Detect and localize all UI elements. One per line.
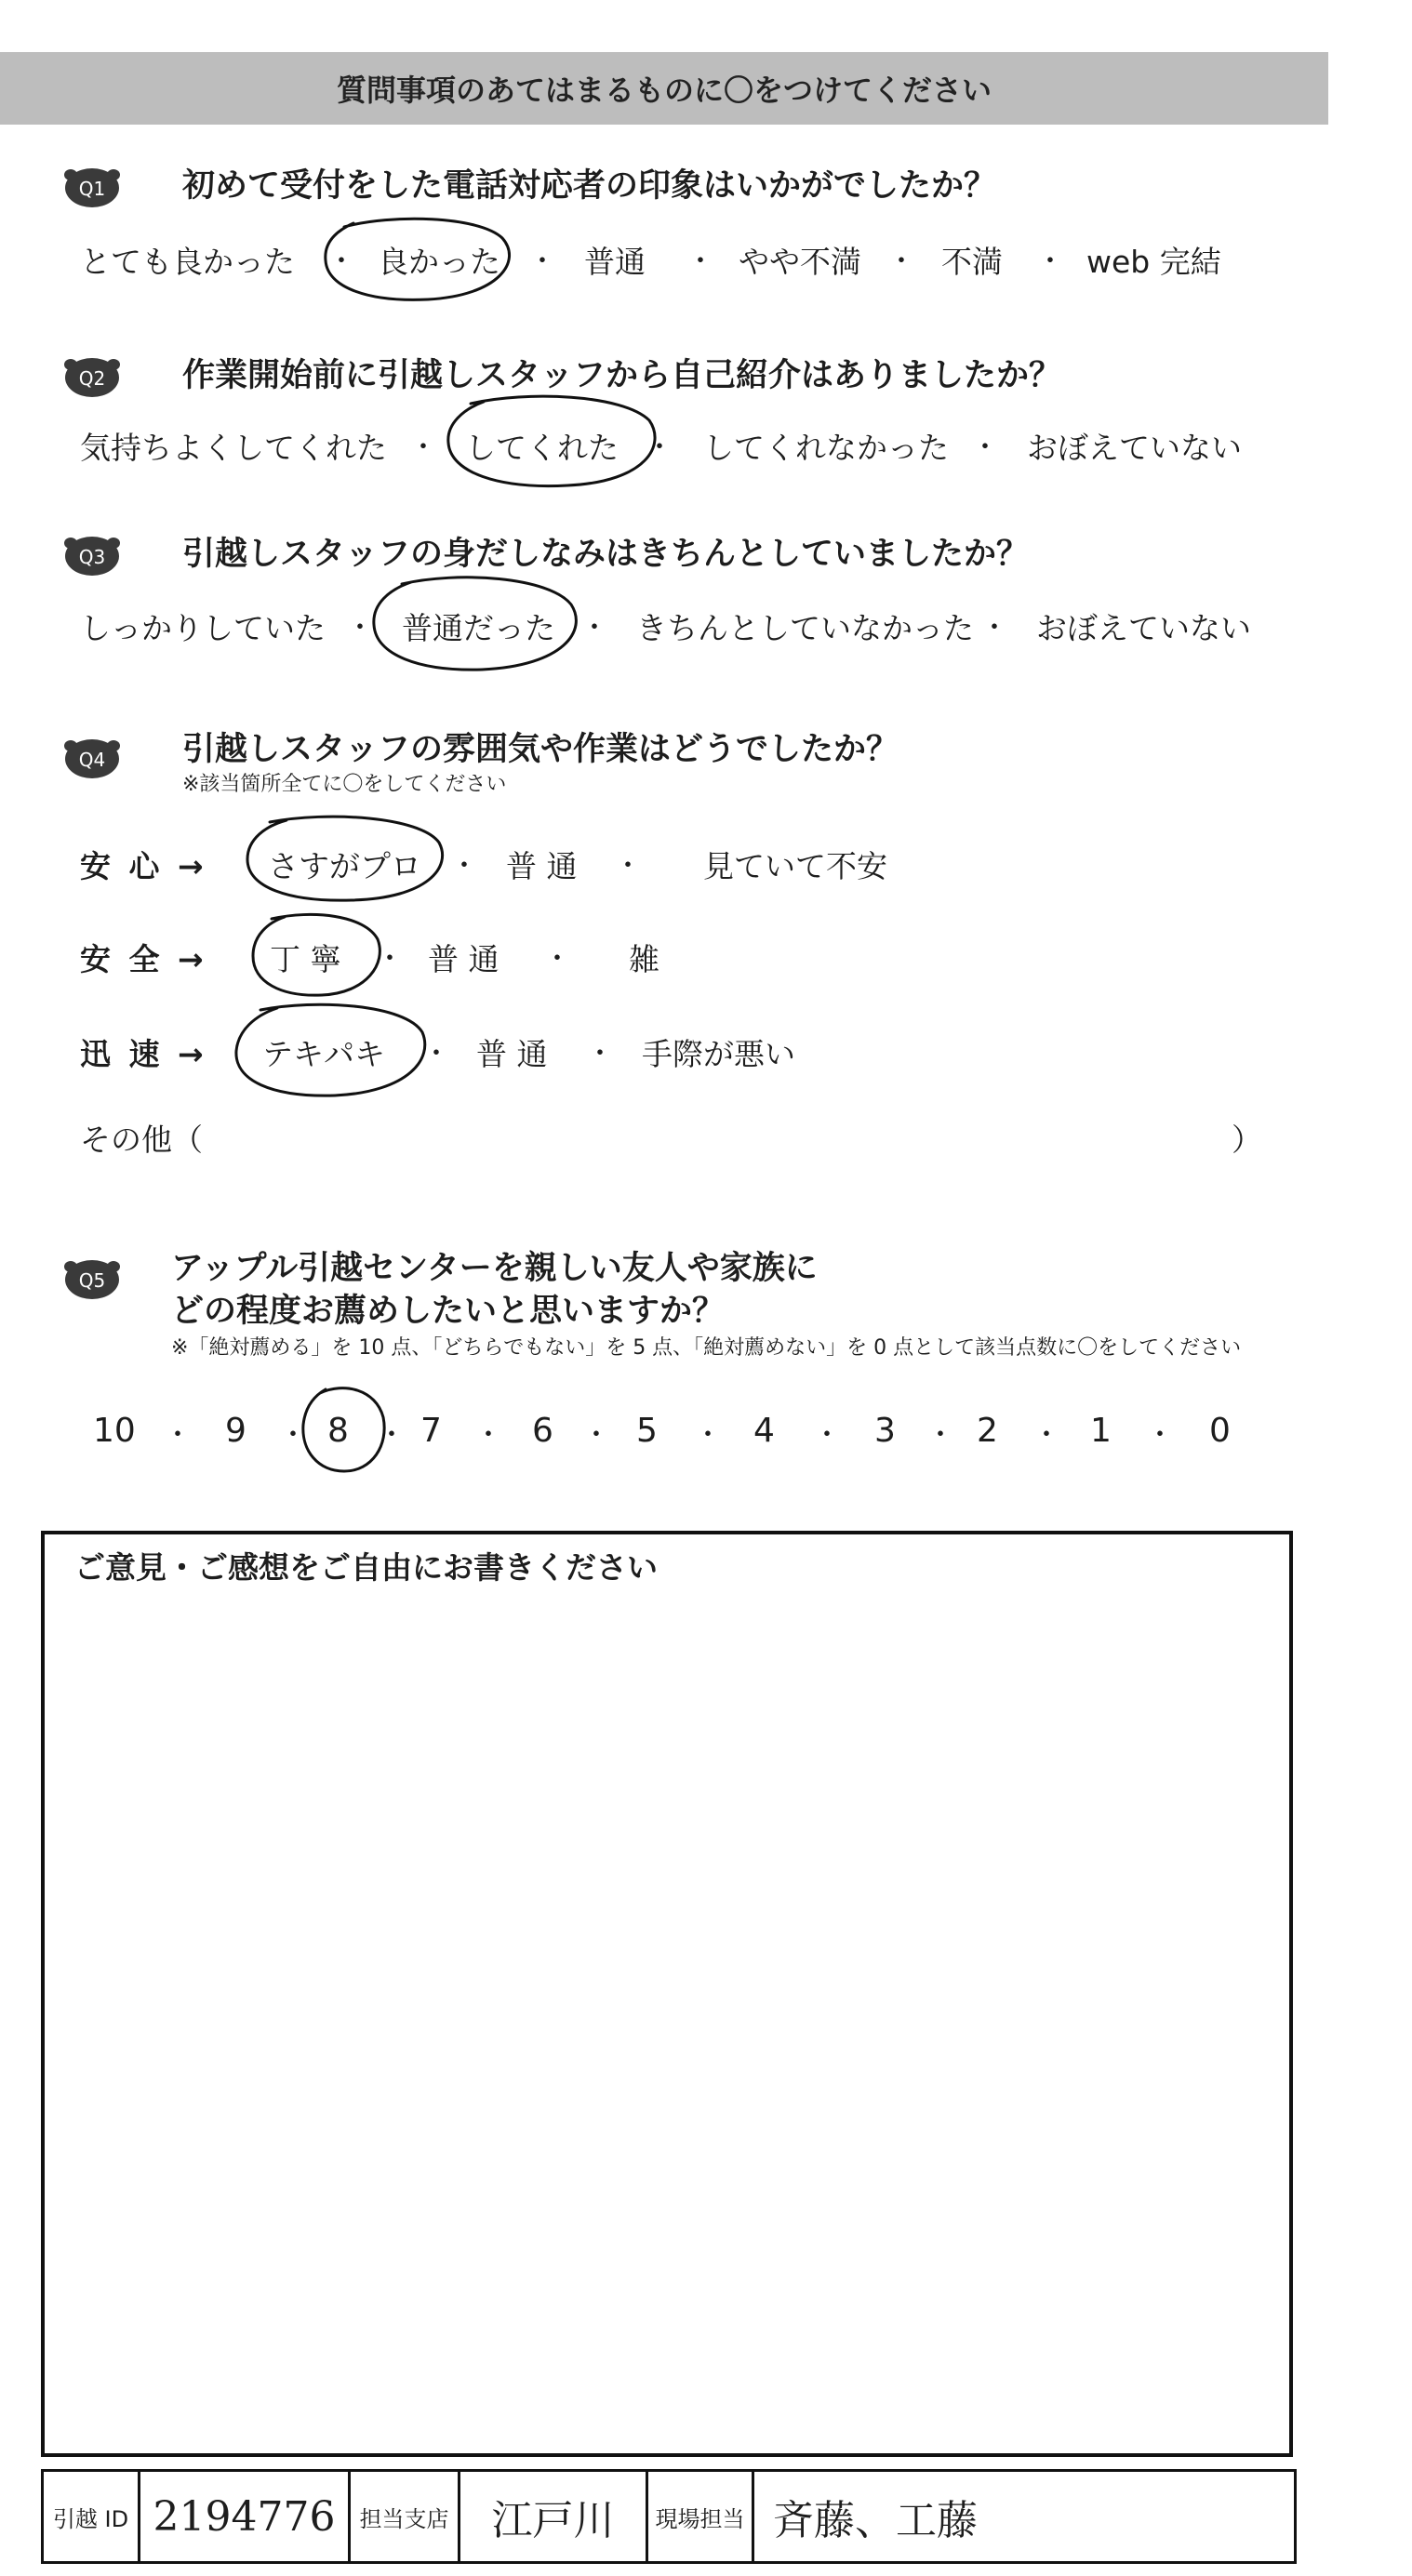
q5-score-9[interactable]: 9 (225, 1412, 246, 1450)
separator-dot: ・ (1036, 246, 1064, 278)
q5-score-2[interactable]: 2 (977, 1412, 998, 1450)
footer-table (41, 2469, 1297, 2564)
q1-option-2[interactable]: 良かった (378, 244, 500, 280)
q3-selection-circle (365, 569, 588, 688)
q4-row1-option-1[interactable]: さすがプロ (268, 848, 421, 884)
q4-row3-selection-circle (227, 997, 437, 1110)
separator-dot: ・ (813, 1419, 841, 1452)
q3-option-2[interactable]: 普通だった (402, 610, 555, 646)
separator-dot: ・ (346, 612, 374, 644)
separator-dot: ・ (376, 943, 404, 976)
footer-staff-label: 現場担当 (648, 2472, 754, 2561)
q3-option-3[interactable]: きちんとしていなかった (636, 610, 974, 646)
q4-row1-option-3[interactable]: 見ていて不安 (703, 848, 887, 884)
q1-selection-circle (316, 210, 521, 312)
separator-dot: ・ (580, 612, 608, 644)
q1-question: 初めて受付をした電話対応者の印象はいかがでしたか？ (182, 167, 997, 205)
separator-dot: ・ (971, 432, 999, 464)
q2-option-3[interactable]: してくれなかった (703, 430, 949, 466)
separator-dot: ・ (1146, 1419, 1174, 1452)
q1-option-5[interactable]: 不満 (941, 244, 1003, 280)
separator-dot: ・ (279, 1419, 307, 1452)
separator-dot: ・ (543, 943, 571, 976)
footer-staff-value: 斉藤、工藤 (773, 2497, 978, 2544)
q5-score-0[interactable]: 0 (1209, 1412, 1231, 1450)
q2-option-4[interactable]: おぼえていない (1027, 430, 1242, 466)
separator-dot: ・ (450, 850, 478, 883)
q5-score-4[interactable]: 4 (753, 1412, 775, 1450)
q4-question: 引越しスタッフの雰囲気や作業はどうでしたか？ (182, 731, 899, 768)
q4-row2-option-1[interactable]: 丁 寧 (270, 941, 341, 977)
separator-dot: ・ (1032, 1419, 1060, 1452)
q4-row3-option-1[interactable]: テキパキ (262, 1036, 385, 1072)
q5-score-3[interactable]: 3 (874, 1412, 896, 1450)
q1-badge-icon (63, 160, 121, 208)
q4-row-label-speed: 迅 速 → (80, 1036, 207, 1072)
q4-row3-option-2[interactable]: 普 通 (476, 1036, 548, 1072)
q4-other-close: ） (1232, 1122, 1262, 1158)
q2-question: 作業開始前に引越しスタッフから自己紹介はありましたか？ (182, 357, 1062, 394)
footer-id-value: 2194776 (140, 2472, 351, 2561)
q4-row1-option-2[interactable]: 普 通 (506, 848, 578, 884)
comment-box-title: ご意見・ご感想をご自由にお書きください (74, 1549, 658, 1586)
q1-option-3[interactable]: 普通 (584, 244, 646, 280)
separator-dot: ・ (887, 246, 915, 278)
q5-note: ※「絶対薦める」を 10 点、「どちらでもない」を 5 点、「絶対薦めない」を 0 点として該当点数に〇をしてください (171, 1336, 1242, 1360)
q4-row-label-safety: 安 全 → (80, 941, 207, 977)
q3-option-1[interactable]: しっかりしていた (80, 610, 326, 646)
separator-dot: ・ (528, 246, 556, 278)
footer-id-label: 引越 ID (44, 2472, 140, 2561)
q3-badge-icon (63, 528, 121, 577)
q5-selection-circle (292, 1380, 396, 1482)
q3-question: 引越しスタッフの身だしなみはきちんとしていましたか？ (182, 536, 1030, 573)
q4-badge-icon (63, 731, 121, 779)
q4-other-input[interactable] (210, 1122, 1224, 1159)
separator-dot: ・ (686, 246, 714, 278)
svg-text:Q3: Q3 (78, 546, 106, 568)
separator-dot: ・ (586, 1038, 614, 1070)
q2-badge-icon (63, 350, 121, 398)
separator-dot: ・ (409, 432, 437, 464)
svg-text:Q5: Q5 (78, 1269, 106, 1292)
q5-score-1[interactable]: 1 (1090, 1412, 1112, 1450)
separator-dot: ・ (378, 1419, 406, 1452)
q5-score-5[interactable]: 5 (636, 1412, 658, 1450)
q5-score-6[interactable]: 6 (532, 1412, 553, 1450)
q2-option-1[interactable]: 気持ちよくしてくれた (80, 430, 387, 466)
q1-option-4[interactable]: やや不満 (739, 244, 861, 280)
footer-branch-label: 担当支店 (351, 2472, 460, 2561)
q4-row2-option-3[interactable]: 雑 (629, 941, 659, 977)
q2-selection-circle (437, 389, 670, 504)
separator-dot: ・ (327, 246, 355, 278)
q4-row2-selection-circle (244, 908, 391, 1008)
q4-row1-selection-circle (238, 809, 452, 915)
footer-branch-value: 江戸川 (460, 2472, 648, 2561)
q5-question-line2: どの程度お薦めしたいと思いますか？ (171, 1293, 726, 1330)
separator-dot: ・ (422, 1038, 450, 1070)
separator-dot: ・ (646, 432, 673, 464)
separator-dot: ・ (614, 850, 642, 883)
q1-option-6[interactable]: web 完結 (1086, 244, 1221, 280)
q5-badge-icon (63, 1252, 121, 1300)
svg-text:Q2: Q2 (78, 367, 106, 390)
separator-dot: ・ (474, 1419, 502, 1452)
separator-dot: ・ (164, 1419, 192, 1452)
separator-dot: ・ (926, 1419, 954, 1452)
q4-row-label-peace: 安 心 → (80, 848, 207, 884)
q5-question-line1: アップル引越センターを親しい友人や家族に (171, 1250, 818, 1287)
q4-row2-option-2[interactable]: 普 通 (428, 941, 500, 977)
q1-option-1[interactable]: とても良かった (80, 244, 295, 280)
q4-other-label: その他（ (80, 1122, 203, 1158)
q4-row3-option-3[interactable]: 手際が悪い (642, 1036, 795, 1072)
q5-score-8[interactable]: 8 (327, 1412, 349, 1450)
q3-option-4[interactable]: おぼえていない (1036, 610, 1251, 646)
separator-dot: ・ (980, 612, 1008, 644)
q2-option-2[interactable]: してくれた (465, 430, 619, 466)
svg-text:Q4: Q4 (78, 749, 106, 771)
q5-score-7[interactable]: 7 (420, 1412, 442, 1450)
separator-dot: ・ (582, 1419, 610, 1452)
comment-text (74, 1600, 1256, 2418)
separator-dot: ・ (694, 1419, 722, 1452)
q4-note: ※該当箇所全てに〇をしてください (182, 773, 507, 796)
q5-score-10[interactable]: 10 (93, 1412, 136, 1450)
header-title: 質問事項のあてはまるものに〇をつけてください (336, 73, 992, 108)
svg-text:Q1: Q1 (78, 178, 106, 200)
